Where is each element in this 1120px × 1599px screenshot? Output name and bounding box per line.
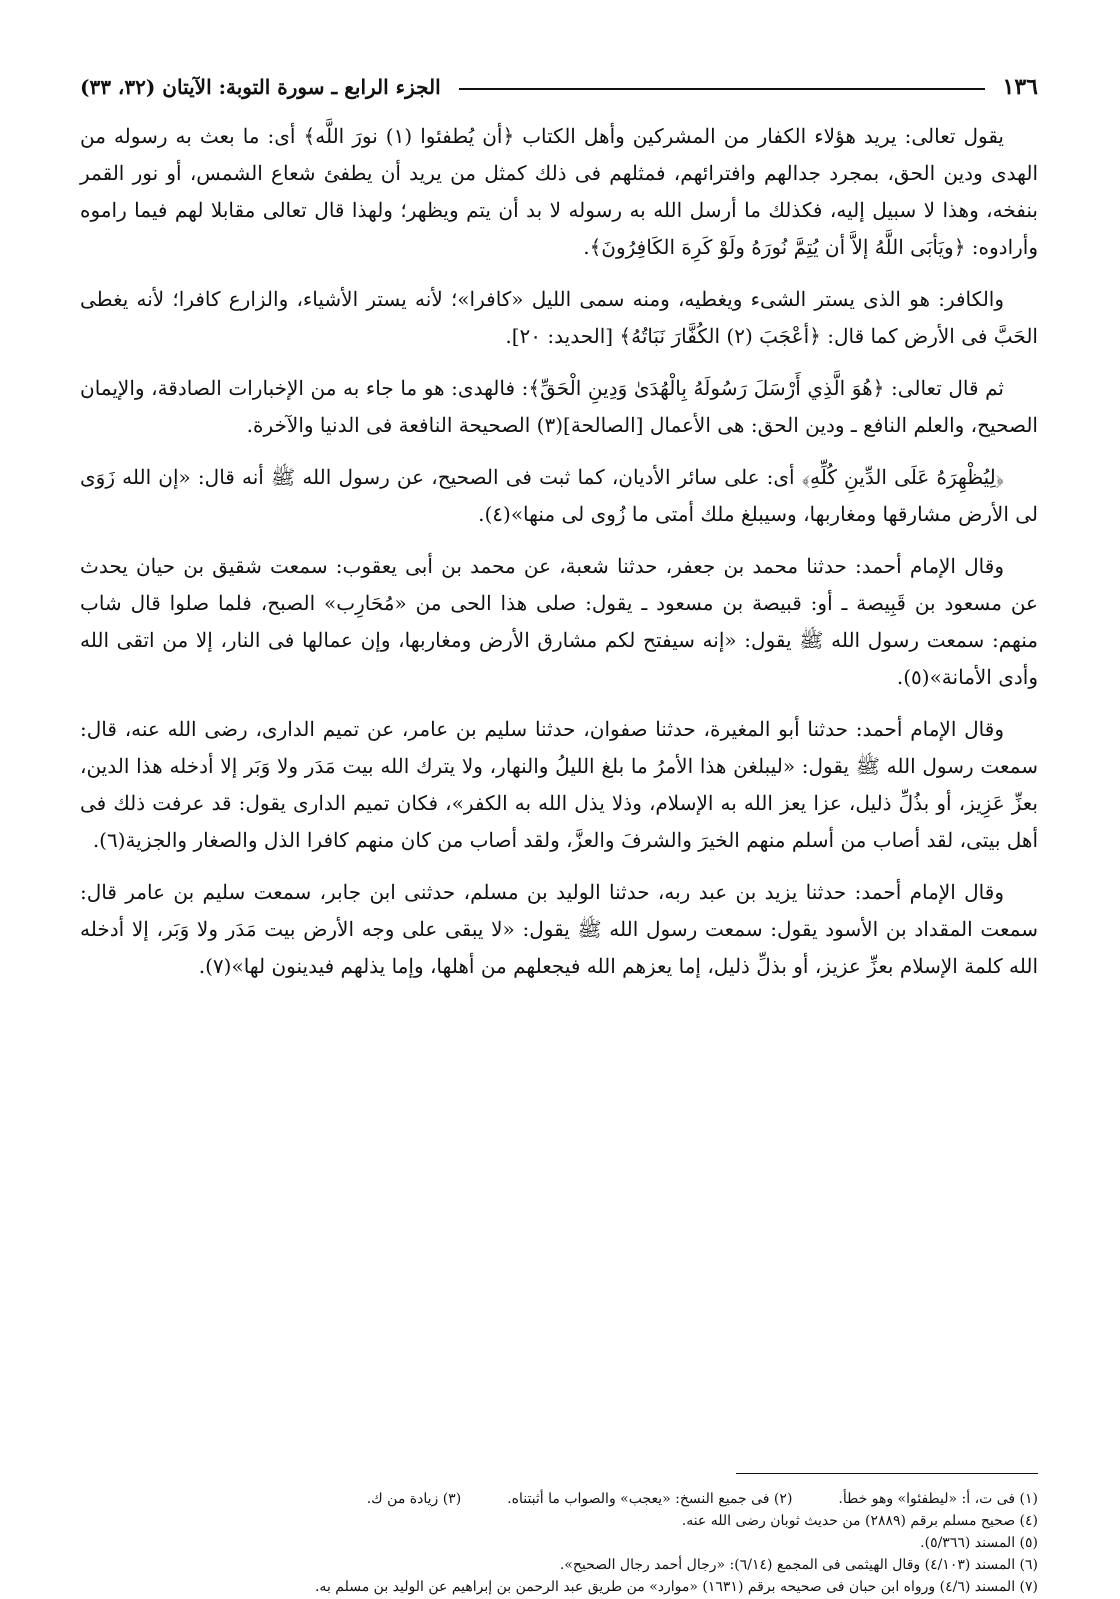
paragraph: ثم قال تعالى: ﴿هُوَ الَّذِي أَرْسَلَ رَسُولَهُ بِالْهُدَىٰ وَدِينِ الْحَقِّ﴾: فالهدى: هو ما جاء به من الإخبارات الصادقة، والإيمان الصحيح، والعلم النافع ـ ودين الحق: هى الأعمال [الصالحة](٣) الصحيحة النافعة فى الدنيا والآخرة. [80,376,1038,437]
paragraph: وقال الإمام أحمد: حدثنا محمد بن جعفر، حدثنا شعبة، عن محمد بن أبى يعقوب: سمعت شقيق بن حيان يحدث عن مسعود بن قَبِيصة ـ أو: قبيصة بن مسعود ـ يقول: صلى هذا الحى من «مُحَارِب» الصبح، فلما صلوا قال شاب منهم: سمعت رسول الله ﷺ يقول: «إنه سيفتح لكم مشارق الأرض ومغاربها، وإن عمالها فى النار، إلا من اتقى الله وأدى الأمانة»(٥). [80,554,1038,689]
footnote-7: (٧) المسند (٤/٦) ورواه ابن حبان فى صحيحه برقم (١٦٣١) «موارد» من طريق عبد الرحمن بن إبراهيم عن الوليد بن مسلم به. [314,1579,1038,1595]
footnote-row [84,1489,1038,1510]
footnote-3: (٣) زيادة من ك. [366,1491,462,1507]
paragraph: وقال الإمام أحمد: حدثنا أبو المغيرة، حدثنا صفوان، حدثنا سليم بن عامر، عن تميم الدارى، رضى الله عنه، قال: سمعت رسول الله ﷺ يقول: «ليبلغن هذا الأمرُ ما بلغ الليلُ والنهار، ولا يترك الله بيت مَدَر ولا وَبَر إلا أدخله هذا الدين، بعزِّ عَزِيز، أو بذُلِّ ذليل، عزا يعز الله به الإسلام، وذلا يذل الله به الكفر»، فكان تميم الدارى يقول: قد عرفت ذلك فى أهل بيتى، لقد أصاب من أسلم منهم الخيرَ والشرفَ والعزَّ، ولقد أصاب من كان منهم كافرا الذل والصغار والجزية(٦). [80,717,1039,852]
footnote-4: (٤) صحيح مسلم برقم (٢٨٨٩) من حديث ثوبان رضى الله عنه. [681,1513,1038,1529]
footnote-2: (٢) فى جميع النسخ: «يعجب» والصواب ما أثبتناه. [507,1491,793,1507]
footnote-6: (٦) المسند (٤/١٠٣) وقال الهيثمى فى المجمع (٦/١٤): «رجال أحمد رجال الصحيح». [559,1557,1038,1573]
running-title: الجزء الرابع ـ سورة التوبة: الآيتان (٣٢، ٣٣) [80,75,441,99]
paragraph: يقول تعالى: يريد هؤلاء الكفار من المشركين وأهل الكتاب ﴿أن يُطفئوا (١) نورَ اللَّه﴾ أى: ما بعث به رسوله من الهدى ودين الحق، بمجرد جدالهم وافترائهم، فمثلهم فى ذلك كمثل من يريد أن يطفئ شعاع الشمس، أو نور القمر بنفخه، وهذا لا سبيل إليه، فكذلك ما أرسل الله به رسوله لا بد أن يتم ويظهر؛ ولهذا قال تعالى مقابلا لهم فيما راموه وأرادوه: ﴿ويَأبَى اللَّهُ إلاَّ أن يُتِمَّ نُورَهُ ولَوْ كَرِهَ الكَافِرُونَ﴾. [80,124,1038,259]
paragraph: والكافر: هو الذى يستر الشىء ويغطيه، ومنه سمى الليل «كافرا»؛ لأنه يستر الأشياء، والزارع كافرا؛ لأنه يغطى الحَبَّ فى الأرض كما قال: ﴿أعْجَبَ (٢) الكُفَّارَ نَبَاتُهُ﴾ [الحديد: ٢٠]. [80,287,1038,348]
page-header [80,70,1038,104]
page-number: ١٣٦ [1002,74,1038,100]
paragraph: ﴿لِيُظْهِرَهُ عَلَى الدِّينِ كُلِّهِ﴾ أى: على سائر الأديان، كما ثبت فى الصحيح، عن رسول الله ﷺ أنه قال: «إن الله زَوَى لى الأرض مشارقها ومغاربها، وسيبلغ ملك أمتى ما زُوى لى منها»(٤). [80,465,1038,526]
footnote-divider [736,1473,1038,1474]
footnote-1: (١) فى ت، أ: «ليطفئوا» وهو خطأ. [838,1491,1038,1507]
header-rule [459,88,985,90]
footnotes [84,1489,1038,1599]
paragraph: وقال الإمام أحمد: حدثنا يزيد بن عبد ربه، حدثنا الوليد بن مسلم، حدثنى ابن جابر، سمعت سليم بن عامر قال: سمعت المقداد بن الأسود يقول: سمعت رسول الله ﷺ يقول: «لا يبقى على وجه الأرض بيت مَدَر ولا وَبَر، إلا أدخله الله كلمة الإسلام بعزِّ عزيز، أو بذلِّ ذليل، إما يعزهم الله فيجعلهم من أهلها، وإما يذلهم فيدينون لها»(٧). [80,880,1038,978]
page-body [80,118,1038,1000]
footnote-5: (٥) المسند (٥/٣٦٦). [920,1535,1038,1551]
